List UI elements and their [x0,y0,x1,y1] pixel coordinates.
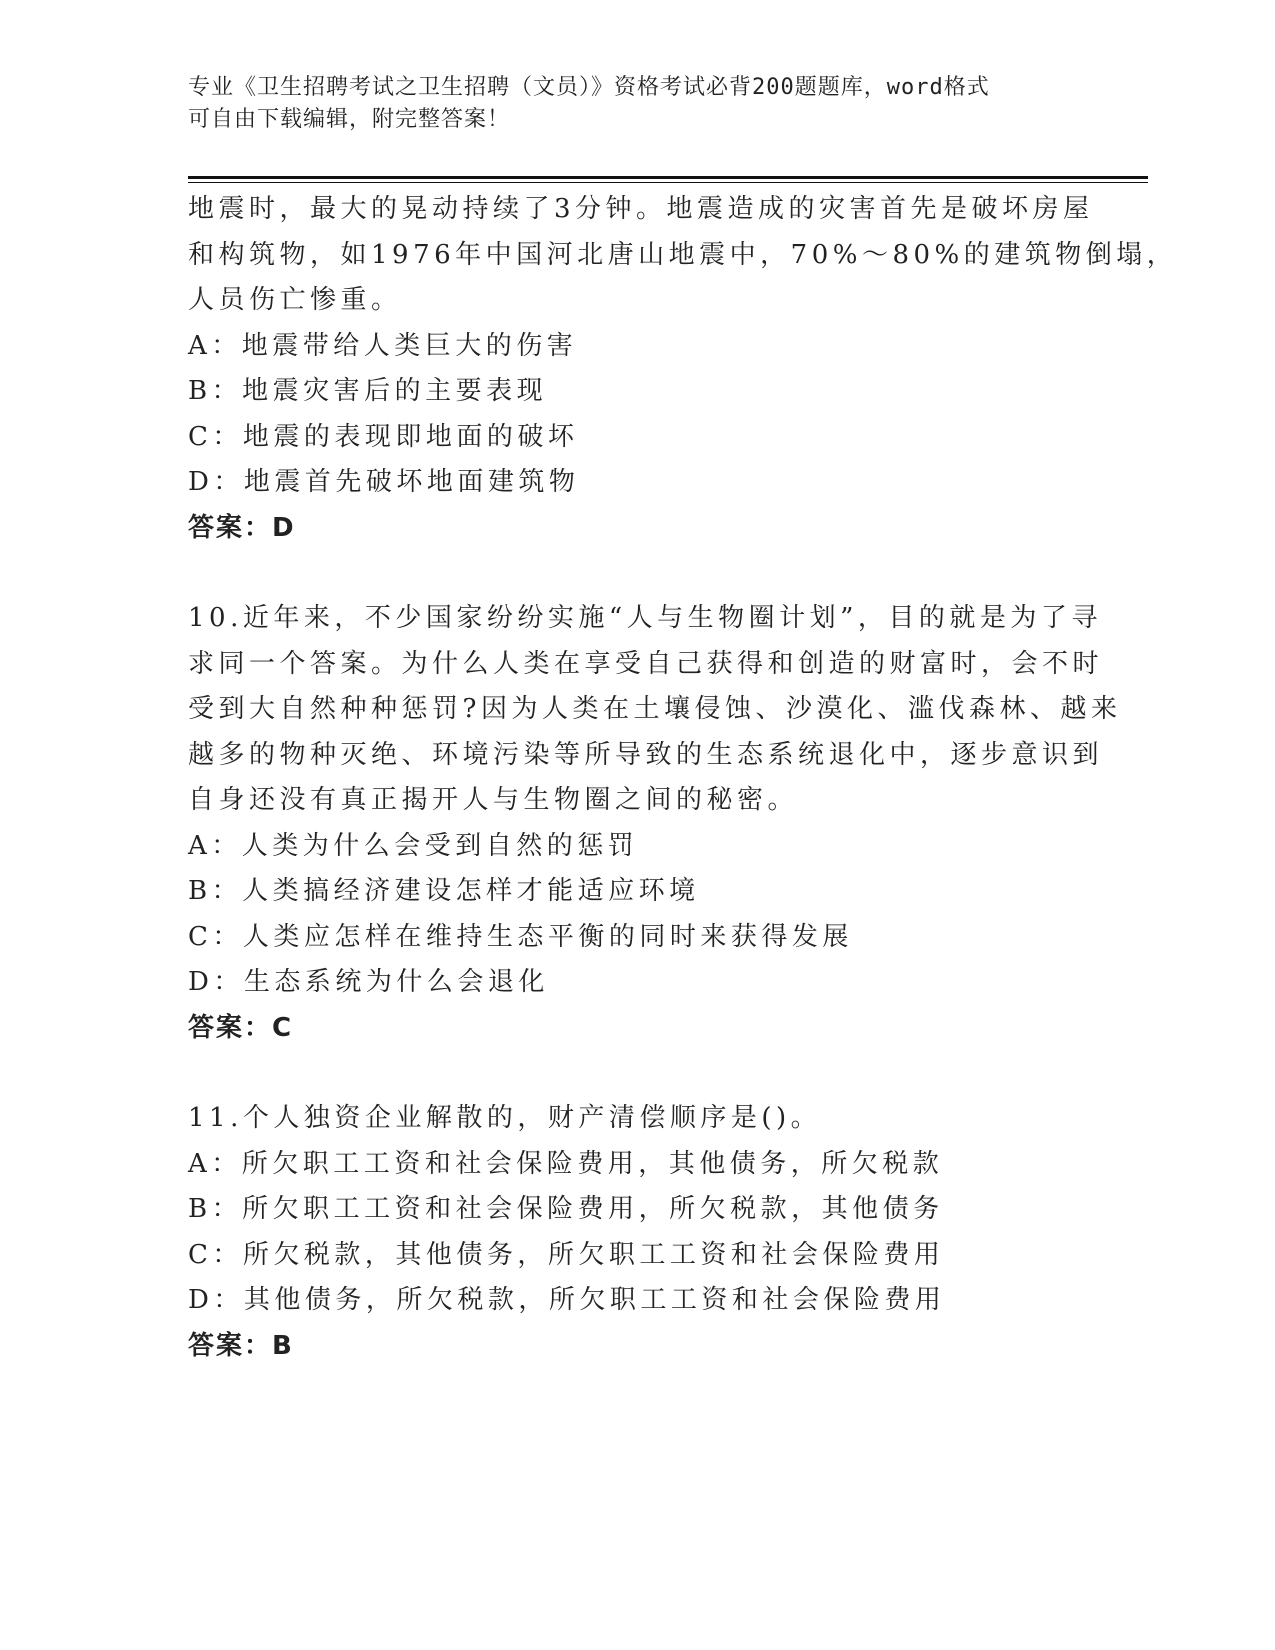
header-rule-thick [188,176,1148,179]
question-spacer [188,551,1088,596]
question-11 [188,1096,1088,1369]
question-stem-line: 11.个人独资企业解散的，财产清偿顺序是()。 [188,1103,822,1133]
document-header [188,72,1088,136]
option-c: C：地震的表现即地面的破坏 [188,421,579,452]
answer-label: 答案：B [188,1330,294,1361]
option-c: C：人类应怎样在维持生态平衡的同时来获得发展 [188,921,853,952]
option-b: B：所欠职工工资和社会保险费用，所欠税款，其他债务 [188,1194,944,1224]
question-stem-line: 地震时，最大的晃动持续了3分钟。地震造成的灾害首先是破坏房屋 [188,194,1094,224]
question-list [188,187,1178,1369]
option-a: A：地震带给人类巨大的伤害 [188,330,578,361]
question-stem-line: 求同一个答案。为什么人类在享受自己获得和创造的财富时，会不时 [188,648,1104,679]
header-rule-thin [188,182,1148,183]
option-a: A：人类为什么会受到自然的惩罚 [188,830,639,861]
question-stem-line: 和构筑物，如1976年中国河北唐山地震中，70%～80%的建筑物倒塌， [188,239,1178,270]
question-stem-line: 自身还没有真正揭开人与生物圈之间的秘密。 [188,785,799,815]
option-b: B：人类搞经济建设怎样才能适应环境 [188,876,700,906]
header-line-2: 可自由下载编辑，附完整答案！ [188,107,511,132]
question-stem-line: 受到大自然种种惩罚?因为人类在土壤侵蚀、沙漠化、滥伐森林、越来 [188,694,1122,724]
option-b: B：地震灾害后的主要表现 [188,376,548,406]
option-a: A：所欠职工工资和社会保险费用，其他债务，所欠税款 [188,1148,944,1179]
question-stem-line: 越多的物种灭绝、环境污染等所导致的生态系统退化中，逐步意识到 [188,739,1104,770]
header-line-1: 专业《卫生招聘考试之卫生招聘（文员）》资格考试必背200题题库，word格式 [188,75,990,100]
question-10 [188,596,1122,1051]
question-stem-line: 人员伤亡惨重。 [188,285,402,315]
option-c: C：所欠税款，其他债务，所欠职工工资和社会保险费用 [188,1239,945,1270]
option-d: D：生态系统为什么会退化 [188,967,549,997]
answer-label: 答案：D [188,512,296,543]
question-spacer [188,1051,1088,1096]
question-9 [188,187,1178,551]
question-stem-line: 10.近年来，不少国家纷纷实施“人与生物圈计划”，目的就是为了寻 [188,603,1102,633]
option-d: D：地震首先破坏地面建筑物 [188,467,580,497]
option-d: D：其他债务，所欠税款，所欠职工工资和社会保险费用 [188,1285,946,1315]
answer-label: 答案：C [188,1012,294,1043]
